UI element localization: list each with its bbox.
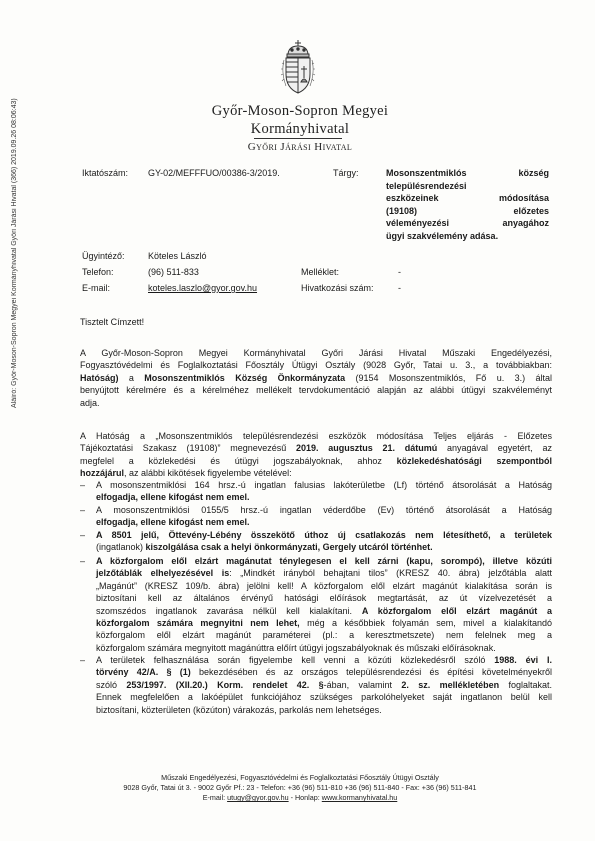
bold-text: A közforgalom elől elzárt magánút a xyxy=(361,605,552,616)
text-line xyxy=(96,679,552,691)
text: benyújtott kérelmére és a kérelméhez mellékelt tervdokumentáció alapján az alábbi útügyi szakvéleményt xyxy=(80,385,552,396)
bold-text: 253/1997. (XII.20.) Korm. rendelet 42. § xyxy=(126,679,324,690)
text: Ennek megfelelően a lakóépület funkciójához szükséges parkolóhelyeket saját ingatlanon belül kell xyxy=(96,692,552,703)
text-line xyxy=(96,479,552,491)
condition-item xyxy=(80,504,552,529)
iktatoszam-value: GY-02/MEFFFUO/00386-3/2019. xyxy=(148,168,280,178)
paragraph-introduction xyxy=(80,347,552,409)
bullet-dash: – xyxy=(80,480,86,490)
subject-line: ügyi szakvélemény adása. xyxy=(386,230,499,241)
subject-line: településrendezési xyxy=(386,180,467,191)
text-line xyxy=(96,605,552,617)
text: szomszédos ingatlanok zavarása nélkül kell kialakítani. xyxy=(96,605,362,616)
subject-line: Mosonszentmiklós község xyxy=(386,168,549,178)
bold-text: Hatóság) xyxy=(80,372,119,383)
bold-text: A közforgalom elől elzárt magánutat ténylegesen el kell zárni (kapu, sorompó), illetve közúti xyxy=(96,556,552,566)
text: bekezdésében és az országos településrendezési és építési követelményekről xyxy=(190,667,553,678)
text-line xyxy=(80,455,552,467)
text: Fogyasztóvédelmi és Foglalkoztatási Főosztály Útügyi Osztály (9028 Győr, Tatai u. 3., a továbbiakban: xyxy=(80,360,552,371)
bold-text: elfogadja, ellene kifogást nem emel. xyxy=(96,492,250,503)
bullet-dash: – xyxy=(80,556,86,566)
bold-text: elfogadja, ellene kifogást nem emel. xyxy=(96,517,250,528)
iktatoszam-label: Iktatószám: xyxy=(82,168,129,178)
text-line xyxy=(96,491,552,503)
text-line xyxy=(80,384,552,396)
footer-web-link[interactable]: www.kormanyhivatal.hu xyxy=(321,793,398,802)
text: A területek felhasználása során figyelembe kell venni a közúti közlekedésről szóló xyxy=(96,655,495,665)
text-line xyxy=(96,654,552,666)
bold-text: 1988. évi I. xyxy=(494,655,552,665)
text-line xyxy=(96,629,552,641)
text-line xyxy=(80,372,552,384)
targy-label: Tárgy: xyxy=(333,168,359,178)
melleklet-label: Melléklet: xyxy=(301,267,340,277)
text: közforgalom számára megnyitott magánúttra előírt útügyi jogszabályoknak és műszaki előírásoknak. xyxy=(96,642,496,653)
bullet-dash: – xyxy=(80,655,86,665)
office-name-line-1: Győr-Moson-Sopron Megyei xyxy=(211,103,389,119)
text: A Győr-Moson-Sopron Megyei Kormányhivatal Győri Járási Hivatal Műszaki Engedélyezési, xyxy=(80,348,552,358)
text-line xyxy=(96,541,552,553)
bold-text: hozzájárul xyxy=(80,468,125,479)
bold-text: jelzőtáblák elhelyezésével is xyxy=(96,568,230,579)
text-line xyxy=(80,430,552,442)
text-line xyxy=(96,529,552,541)
email-link[interactable]: koteles.laszlo@gyor.gov.hu xyxy=(148,283,258,293)
bold-text: Mosonszentmiklós Község Önkormányzata xyxy=(144,372,346,383)
text: biztosítani, közterületen (közúton) várakozás, parkolás nem lehetséges. xyxy=(96,704,382,715)
electronic-signature-stamp: Aláíró: Győr-Moson-Sopron Megyei Kormányhivatal Győri Járási Hivatal (366) 2019.09.26 08:06:43) xyxy=(11,98,18,408)
text-line xyxy=(96,504,552,516)
office-name-line-2: Kormányhivatal xyxy=(250,121,350,137)
bold-text: A 8501 jelű, Öttevény-Lébény összekötő úthoz új csatlakozás nem létesíthető, a területek xyxy=(96,530,552,540)
hivatkozasi-szam-value: - xyxy=(398,283,401,293)
bold-text: közlekedéshatósági szempontból xyxy=(396,455,552,466)
header-divider xyxy=(254,138,342,139)
bullet-dash: – xyxy=(80,505,86,515)
subject-line: (19108) előzetes xyxy=(386,205,549,216)
condition-item xyxy=(80,555,552,654)
text: anyagával egyetért, az xyxy=(437,443,552,454)
condition-item xyxy=(80,479,552,504)
bold-text: törvény 42/A. § (1) xyxy=(96,667,191,678)
text-line xyxy=(80,347,552,359)
text: foglaltakat. xyxy=(499,679,552,690)
hungarian-coat-of-arms-icon xyxy=(280,38,316,98)
bold-text: közforgalom számára megnyitni nem lehet, xyxy=(96,618,300,629)
text: még a későbbiek folyamán sem, mivel a kialakítandó xyxy=(299,618,552,629)
text: : „Mindkét irányból behajtani tilos” (KRESZ 40. ábra) jelzőtábla alatt xyxy=(229,568,552,579)
text-line xyxy=(80,442,552,454)
condition-item xyxy=(80,529,552,554)
bold-text: 2019. augusztus 21. dátumú xyxy=(296,443,438,454)
subject-text xyxy=(386,167,549,243)
text: Tájékoztatási Szakasz (19108)” megnevezésű xyxy=(80,443,297,454)
text-line xyxy=(80,467,552,479)
text-line xyxy=(80,397,552,409)
text: , az alábbi kikötések figyelembe vételével: xyxy=(124,468,292,479)
text: a xyxy=(118,372,145,383)
footer-web-label: - Honlap: xyxy=(288,793,322,802)
ugyintezo-value: Köteles László xyxy=(148,251,207,261)
text-line xyxy=(80,359,552,371)
bold-text: 2. sz. mellékletében xyxy=(401,679,500,690)
text: adja. xyxy=(80,397,100,408)
subject-line: eszközeinek módosítása xyxy=(386,193,549,204)
text: megfelel a közlekedési és útügyi jogszabályoknak, ahhoz xyxy=(80,455,397,466)
footer-email-link[interactable]: utugy@gyor.gov.hu xyxy=(227,793,289,802)
email-label: E-mail: xyxy=(82,283,111,293)
footer-address: 9028 Győr, Tatai út 3. - 9002 Győr Pf.: 23 - Telefon: +36 (96) 511-810 +36 (96) 511-840 - Fax: +36 (96) 511-841 xyxy=(123,783,477,792)
text: A mosonszentmiklósi 164 hrsz.-ú ingatlan falusias lakóterületbe (Lf) történő átsorolását a Hatóság xyxy=(96,480,552,490)
footer-department: Műszaki Engedélyezési, Fogyasztóvédelmi és Foglalkoztatási Főosztály Útügyi Osztály xyxy=(161,773,439,782)
text-line xyxy=(96,704,552,716)
bullet-dash: – xyxy=(80,530,86,540)
text-line xyxy=(96,555,552,567)
text: közforgalom elől elzárt magánút paraméterei (pl.: a keresztmetszete) nem felelnek meg a xyxy=(96,630,552,641)
text: biztosítani kell az általános érvényű hatósági előírások megtartását, az út vízelvezetését a xyxy=(96,593,552,604)
text-line xyxy=(96,642,552,654)
text: A mosonszentmiklósi 0155/5 hrsz.-ú ingatlan véderdőbe (Ev) történő átsorolását a Hatóság xyxy=(96,505,552,515)
greeting: Tisztelt Címzett! xyxy=(80,317,145,327)
text: -ában, valamint xyxy=(323,679,402,690)
condition-item xyxy=(80,654,552,716)
text-line xyxy=(96,580,552,592)
subject-line: véleményezési anyagához xyxy=(386,218,549,229)
ugyintezo-label: Ügyintéző: xyxy=(82,251,125,261)
paragraph-opinion xyxy=(80,430,552,480)
text: (ingatlanok) xyxy=(96,542,146,553)
text-line xyxy=(96,666,552,678)
text: szóló xyxy=(96,679,127,690)
text: (9154 Mosonszentmiklós, Fő u. 3.) által xyxy=(345,372,552,383)
text-line xyxy=(96,567,552,579)
footer-email-label: E-mail: xyxy=(202,793,228,802)
text: A Hatóság a „Mosonszentmiklós településrendezési eszközök módosítása Teljes eljárás - Előzetes xyxy=(80,431,552,441)
melleklet-value: - xyxy=(398,267,401,277)
text: „Magánút” (KRESZ 109/b. ábra) jelölni kell! A közforgalom elől elzárt magánút kialakítása során is xyxy=(96,580,552,591)
text-line xyxy=(96,617,552,629)
hivatkozasi-szam-label: Hivatkozási szám: xyxy=(301,283,374,293)
telefon-label: Telefon: xyxy=(82,267,114,277)
office-name-line-3: Győri Járási Hivatal xyxy=(247,141,353,153)
footer-contact xyxy=(100,793,500,803)
text-line xyxy=(96,516,552,528)
bold-text: kiszolgálása csak a helyi önkormányzati, Gergely utcáról történhet. xyxy=(145,542,433,553)
telefon-value: (96) 511-833 xyxy=(148,267,199,277)
text-line xyxy=(96,592,552,604)
text-line xyxy=(96,691,552,703)
